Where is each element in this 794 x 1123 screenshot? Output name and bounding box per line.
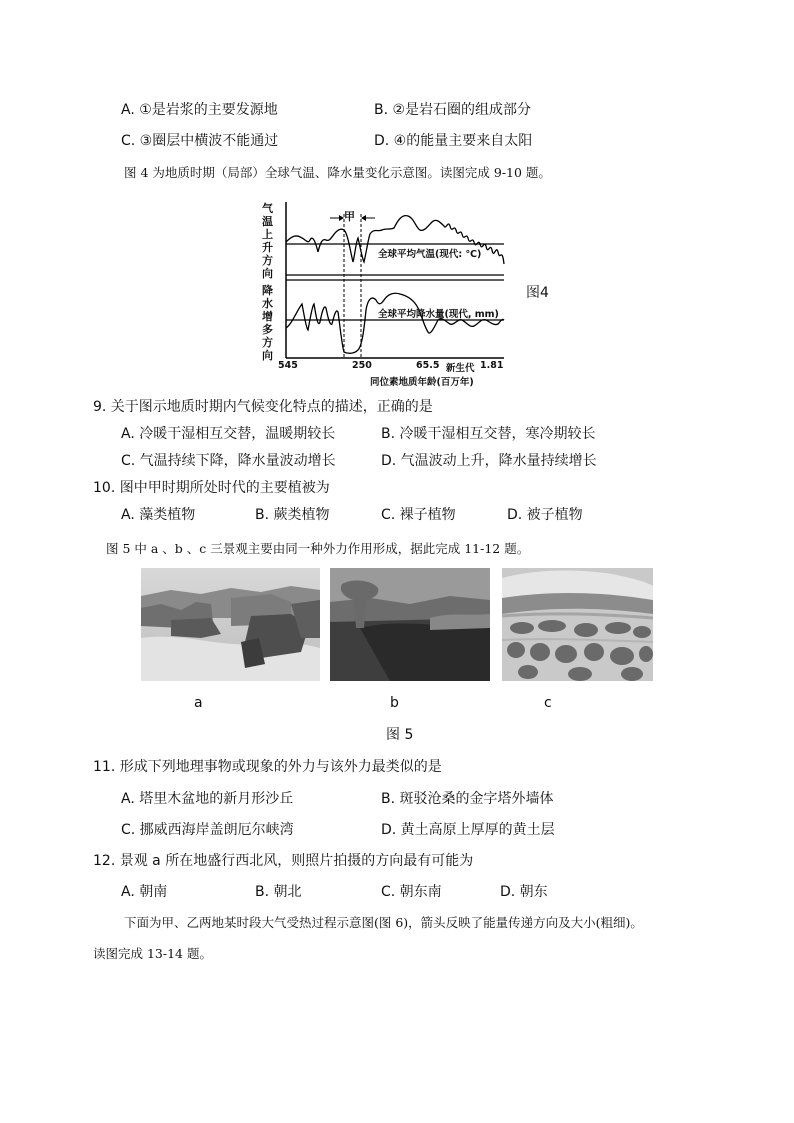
precip-mean-label: 全球平均降水量(现代, mm) xyxy=(378,309,499,320)
q12-option-c: C. 朝东南 xyxy=(381,884,442,900)
q11-option-c: C. 挪威西海岸盖朗厄尔峡湾 xyxy=(121,822,294,838)
temp-mean-label: 全球平均气温(现代: ℃) xyxy=(378,249,482,260)
jia-arrowhead xyxy=(361,215,366,221)
q11-option-a: A. 塔里木盆地的新月形沙丘 xyxy=(121,791,294,807)
precip-axis-char: 水 xyxy=(262,297,273,310)
fig4-label: 图4 xyxy=(526,285,549,301)
jia-label: 甲 xyxy=(344,210,355,223)
temp-axis-char: 温 xyxy=(262,215,273,228)
x-tick-65-5: 65.5 xyxy=(416,360,440,371)
x-tick-545: 545 xyxy=(278,360,298,371)
q10-stem: 10. 图中甲时期所处时代的主要植被为 xyxy=(93,480,330,496)
q9-option-a: A. 冷暖干湿相互交替，温暖期较长 xyxy=(121,426,336,442)
landscape-photo-c xyxy=(502,568,653,681)
fig5-label: 图 5 xyxy=(386,727,414,743)
fig6-intro-line1: 下面为甲、乙两地某时段大气受热过程示意图(图 6)，箭头反映了能量传递方向及大小(粗细)。 xyxy=(124,915,643,930)
precip-axis-char: 降 xyxy=(262,284,273,297)
q12-option-b: B. 朝北 xyxy=(255,884,302,900)
q9-option-c: C. 气温持续下降，降水量波动增长 xyxy=(121,453,336,469)
q8-option-d: D. ④的能量主要来自太阳 xyxy=(374,133,533,149)
precip-axis-char: 多 xyxy=(262,323,273,336)
precipitation-curve xyxy=(286,293,504,353)
q10-option-d: D. 被子植物 xyxy=(507,507,583,523)
q10-option-a: A. 藻类植物 xyxy=(121,507,196,523)
temp-axis-char: 升 xyxy=(262,241,273,254)
x-tick-cenozoic: 新生代 xyxy=(446,363,475,374)
q8-option-b: B. ②是岩石圈的组成部分 xyxy=(374,102,532,118)
precip-axis-char: 增 xyxy=(262,310,273,323)
q9-option-b: B. 冷暖干湿相互交替，寒冷期较长 xyxy=(381,426,596,442)
fig4-intro: 图 4 为地质时期（局部）全球气温、降水量变化示意图。读图完成 9-10 题。 xyxy=(124,165,551,180)
q11-option-d: D. 黄土高原上厚厚的黄土层 xyxy=(381,822,555,838)
q8-option-c: C. ③圈层中横波不能通过 xyxy=(121,133,279,149)
fig5-intro: 图 5 中 a 、b 、c 三景观主要由同一种外力作用形成，据此完成 11-12 题。 xyxy=(106,541,530,556)
fig4-chart-svg xyxy=(258,200,558,390)
precip-axis-char: 向 xyxy=(262,349,273,362)
fig5-label-a: a xyxy=(194,695,203,711)
temp-axis-char: 向 xyxy=(262,267,273,280)
figure-4 xyxy=(258,200,558,390)
q12-option-d: D. 朝东 xyxy=(500,884,548,900)
q11-stem: 11. 形成下列地理事物或现象的外力与该外力最类似的是 xyxy=(93,759,442,775)
landscape-photo-a xyxy=(141,568,320,681)
temp-axis-char: 气 xyxy=(262,202,273,215)
q12-stem: 12. 景观 a 所在地盛行西北风，则照片拍摄的方向最有可能为 xyxy=(93,853,474,869)
q9-option-d: D. 气温波动上升，降水量持续增长 xyxy=(381,453,597,469)
x-axis-title: 同位素地质年龄(百万年) xyxy=(370,377,474,388)
fig5-label-c: c xyxy=(544,695,552,711)
temp-axis-char: 上 xyxy=(262,228,273,241)
landscape-photo-b xyxy=(330,568,490,681)
q9-stem: 9. 关于图示地质时期内气候变化特点的描述，正确的是 xyxy=(93,399,433,415)
q11-option-b: B. 斑驳沧桑的金字塔外墙体 xyxy=(381,791,554,807)
x-tick-250: 250 xyxy=(352,360,372,371)
fig6-intro-line2: 读图完成 13-14 题。 xyxy=(93,946,212,961)
q8-option-a: A. ①是岩浆的主要发源地 xyxy=(121,102,278,118)
q10-option-c: C. 裸子植物 xyxy=(381,507,456,523)
temp-axis-char: 方 xyxy=(262,254,273,267)
q12-option-a: A. 朝南 xyxy=(121,884,168,900)
x-tick-1-81: 1.81 xyxy=(480,360,504,371)
precip-axis-char: 方 xyxy=(262,336,273,349)
fig5-label-b: b xyxy=(390,695,399,711)
q10-option-b: B. 蕨类植物 xyxy=(255,507,330,523)
